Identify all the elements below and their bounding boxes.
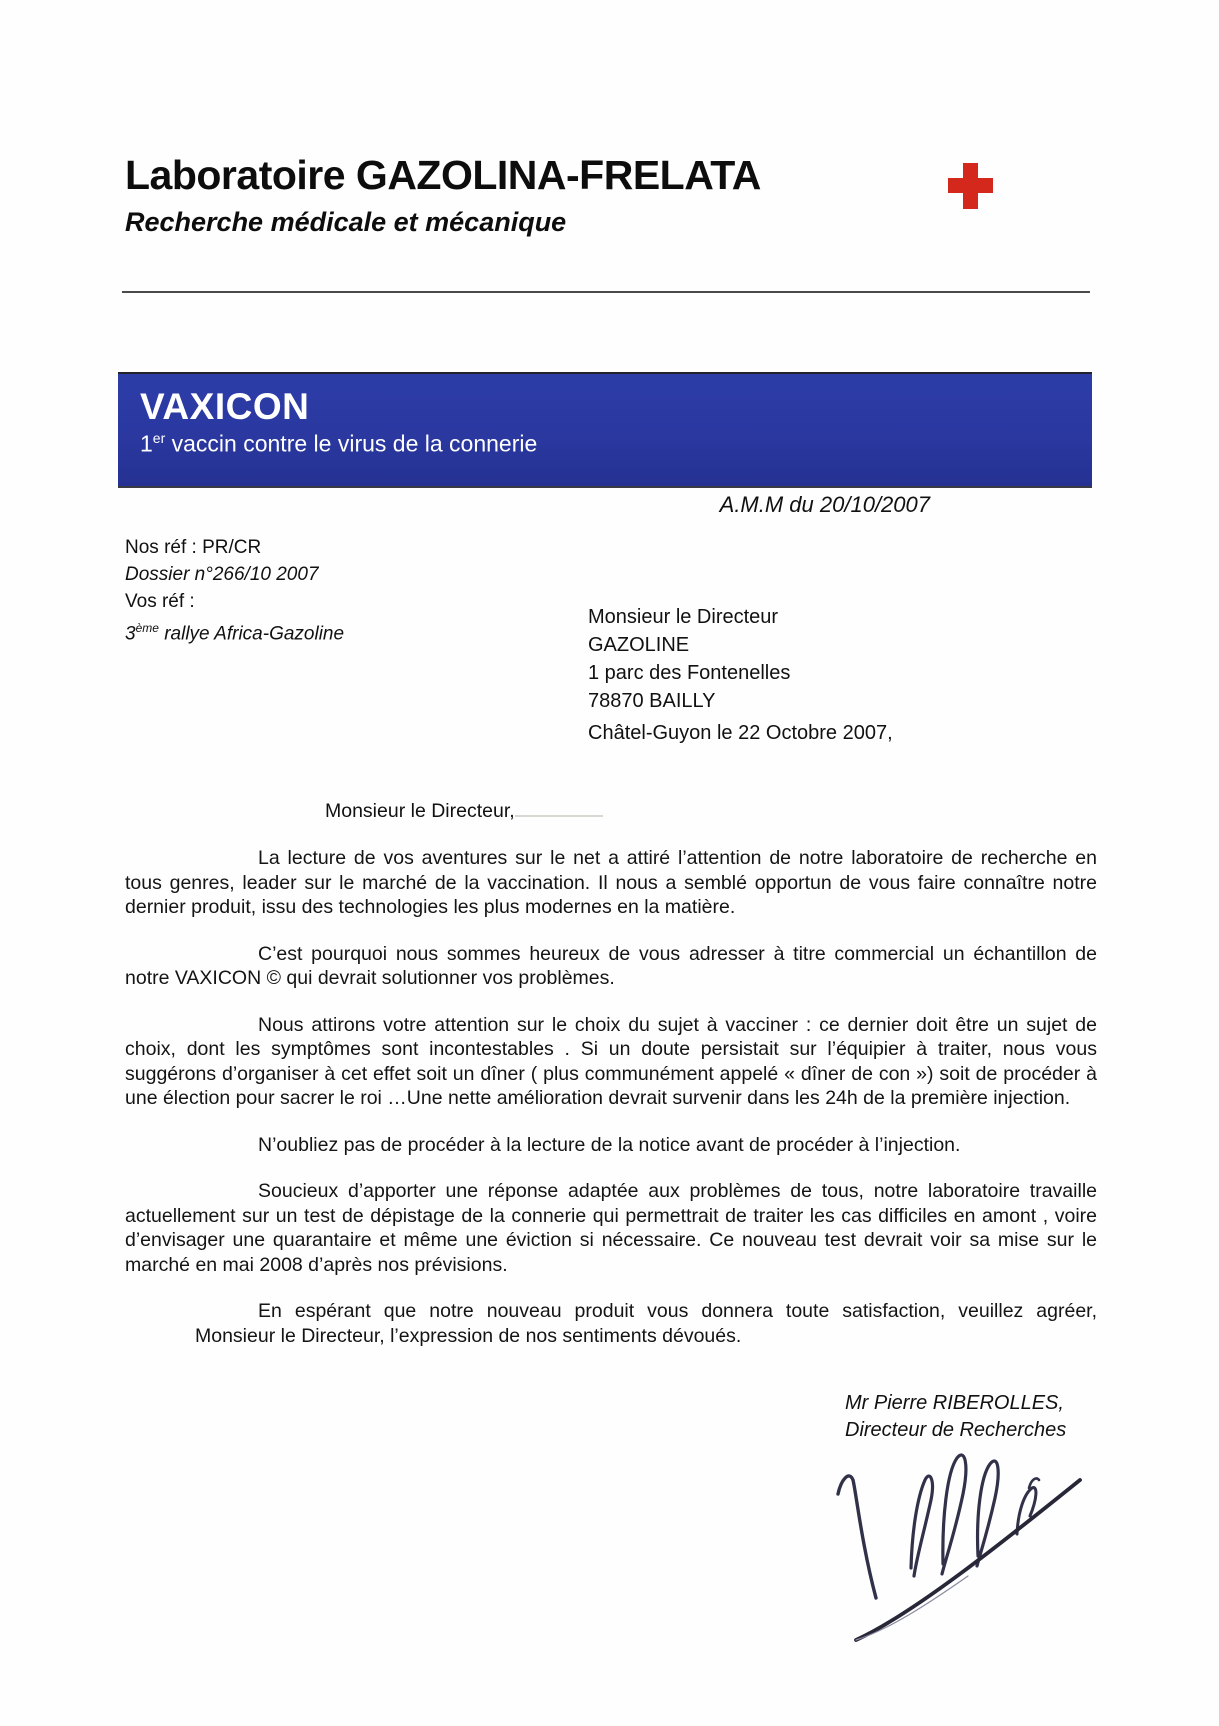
salutation [325,800,603,823]
paragraph-introduction: La lecture de vos aventures sur le net a attiré l’attention de notre laboratoire de recherche en tous genres, leader sur le marché de la vaccination. Il nous a semblé opportun de vous faire connaître notre dernier produit, issu des technologies les plus modernes en la matière. [125,847,1097,918]
salutation-text: Monsieur le Directeur, [325,800,515,822]
red-cross-horizontal-bar [948,178,993,193]
rally-line [125,615,344,647]
signatory-title: Directeur de Recherches [845,1419,1067,1441]
signatory-name: Mr Pierre RIBEROLLES, [845,1392,1064,1414]
rally-prefix: 3 [125,623,136,645]
recipient-line: 1 parc des Fontenelles [588,662,791,684]
recipient-line: Monsieur le Directeur [588,606,779,628]
rally-rest: rallye Africa-Gazoline [158,623,345,645]
company-name: Laboratoire GAZOLINA-FRELATA [125,152,761,198]
reference-block [125,534,344,647]
place-date-line: Châtel-Guyon le 22 Octobre 2007, [588,722,893,744]
slogan-ordinal-suffix: er [152,430,166,446]
our-ref-line: Nos réf : PR/CR [125,537,262,558]
handwritten-signature [818,1436,1093,1646]
slogan-rest: vaccin contre le virus de la connerie [165,430,538,457]
product-name: VAXICON [140,386,310,427]
your-ref-line: Vos réf : [125,591,195,612]
paragraph-closing: En espérant que notre nouveau produit vous donnera toute satisfaction, veuillez agréer, Monsieur le Directeur, l’expression de nos sentiments dévoués. [195,1300,1097,1347]
rally-ordinal-suffix: ème [135,621,159,635]
recipient-address [588,603,790,715]
paragraph-notice-reminder: N’oubliez pas de procéder à la lecture de la notice avant de procéder à l’injection. [258,1133,961,1156]
letter-body [125,846,1097,1370]
red-cross-icon [948,163,993,209]
amm-approval-line: A.M.M du 20/10/2007 [719,492,930,517]
paragraph-screening-test: Soucieux d’apporter une réponse adaptée aux problèmes de tous, notre laboratoire travaille actuellement sur un test de dépistage de la connerie qui permettrait de traiter les cas difficiles en amont , voire d’envisager une quarantaire et même une éviction si nécessaire. Ce nouveau test devrait voir sa mise sur le marché en mai 2008 d’après nos prévisions. [125,1180,1097,1276]
dossier-line: Dossier n°266/10 2007 [125,564,319,585]
company-tagline: Recherche médicale et mécanique [125,207,567,237]
recipient-line: GAZOLINE [588,634,690,656]
paragraph-sample-offer: C’est pourquoi nous sommes heureux de vous adresser à titre commercial un échantillon de notre VAXICON © qui devrait solutionner vos problèmes. [125,942,1097,989]
paragraph-subject-choice: Nous attirons votre attention sur le choix du sujet à vacciner : ce dernier doit être un sujet de choix, dont les symptômes sont incontestables . Si un doute persistait sur l’équipier à traiter, nous vous suggérons d’organiser à cet effet soit un dîner ( plus communément appelé « dîner de con ») soit de procéder à une élection pour sacrer le roi …Une nette amélioration devrait survenir dans les 24h de la première injection. [125,1013,1097,1109]
product-banner [118,372,1092,488]
recipient-line: 78870 BAILLY [588,690,716,712]
product-slogan [140,430,1092,458]
slogan-prefix: 1 [140,430,153,457]
letterhead-divider [122,291,1090,293]
scan-underline-artifact [515,811,603,817]
